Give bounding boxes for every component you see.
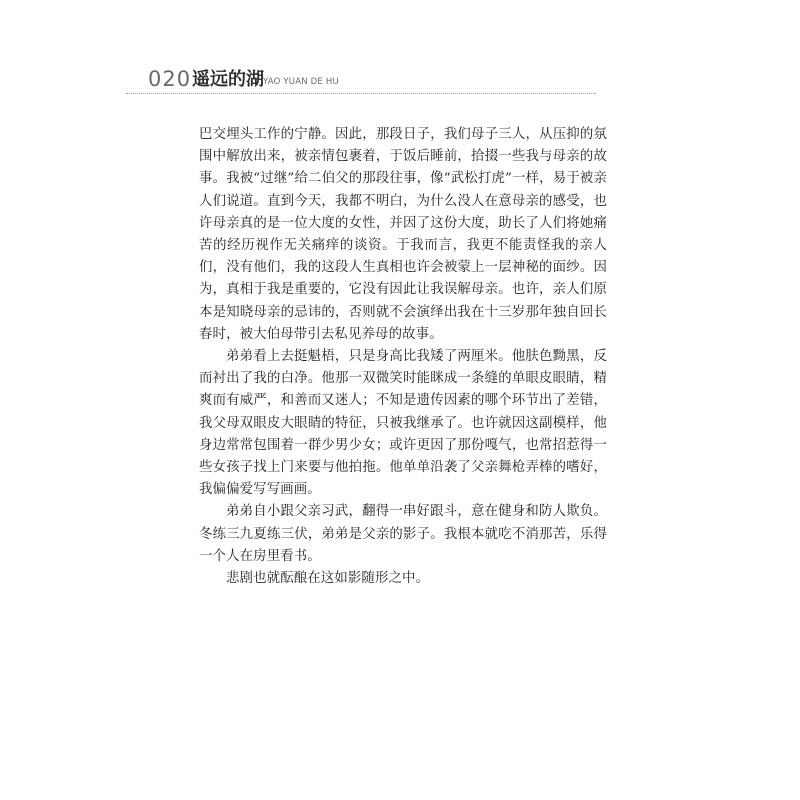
header-dotted-rule [126, 93, 596, 94]
paragraph: 弟弟自小跟父亲习武，翻得一串好跟斗，意在健身和防人欺负。冬练三九夏练三伏，弟弟是父亲的影子。我根本就吃不消那苦，乐得一个人在房里看书。 [199, 504, 607, 564]
paragraph: 弟弟看上去挺魁梧，只是身高比我矮了两厘米。他肤色黝黑，反而衬出了我的白净。他那一双微笑时能眯成一条缝的单眼皮眼睛，精爽而有威严，和善而又迷人；不知是遗传因素的哪个环节出了差错，我父母双眼皮大眼睛的特征，只被我继承了。也许就因这副模样，他身边常常包围着一群少男少女；或许更因了那份嘎气，也常招惹得一些女孩子找上门来要与他拍拖。他单单沿袭了父亲舞枪弄棒的嗜好，我偏偏爱写写画画。 [199, 349, 607, 498]
running-header [126, 66, 596, 94]
paragraph-continued: 巴交埋头工作的宁静。因此，那段日子，我们母子三人，从压抑的氛围中解放出来，被亲情包裹着，于饭后睡前，拾掇一些我与母亲的故事。我被“过继”给二伯父的那段往事，像“武松打虎”一样，易于被亲人们说道。直到今天，我都不明白，为什么没人在意母亲的感受，也许母亲真的是一位大度的女性，并因了这份大度，助长了人们将她痛苦的经历视作无关痛痒的谈资。于我而言，我更不能责怪我的亲人们，没有他们，我的这段人生真相也许会被蒙上一层神秘的面纱。因为，真相于我是重要的，它没有因此让我误解母亲。也许，亲人们原本是知晓母亲的忌讳的，否则就不会演绎出我在十三岁那年独自回长春时，被大伯母带引去私见养母的故事。 [199, 127, 607, 342]
body-text [199, 124, 607, 590]
book-title: 遥远的湖 [192, 69, 264, 90]
page-number: 020 [148, 67, 192, 91]
paragraph: 悲剧也就酝酿在这如影随形之中。 [226, 571, 430, 587]
book-title-pinyin: YAO YUAN DE HU [263, 77, 339, 87]
